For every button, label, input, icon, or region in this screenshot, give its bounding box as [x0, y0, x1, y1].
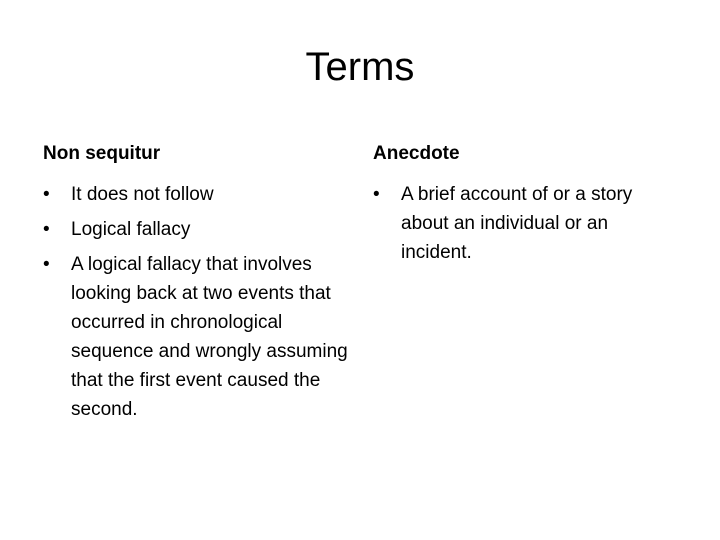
definition-text: A logical fallacy that involves looking back at two events that occurred in chronological sequence and wrongly assuming that the first event caused the second.	[71, 254, 348, 420]
definition-item	[43, 250, 353, 424]
term-heading: Non sequitur	[43, 143, 161, 164]
term-heading: Anecdote	[373, 143, 460, 164]
definition-list	[43, 180, 353, 424]
definition-item	[43, 180, 353, 209]
bullet-icon: •	[373, 184, 380, 205]
bullet-icon: •	[43, 254, 50, 275]
slide-title: Terms	[305, 45, 415, 89]
definition-list	[373, 180, 683, 267]
term-column-non-sequitur	[43, 140, 353, 430]
definition-item	[373, 180, 683, 267]
definition-text: Logical fallacy	[71, 219, 191, 240]
definition-text: A brief account of or a story about an individual or an incident.	[401, 184, 633, 263]
bullet-icon: •	[43, 184, 50, 205]
definition-text: It does not follow	[71, 184, 214, 205]
definition-item	[43, 215, 353, 244]
bullet-icon: •	[43, 219, 50, 240]
term-column-anecdote	[373, 140, 683, 273]
